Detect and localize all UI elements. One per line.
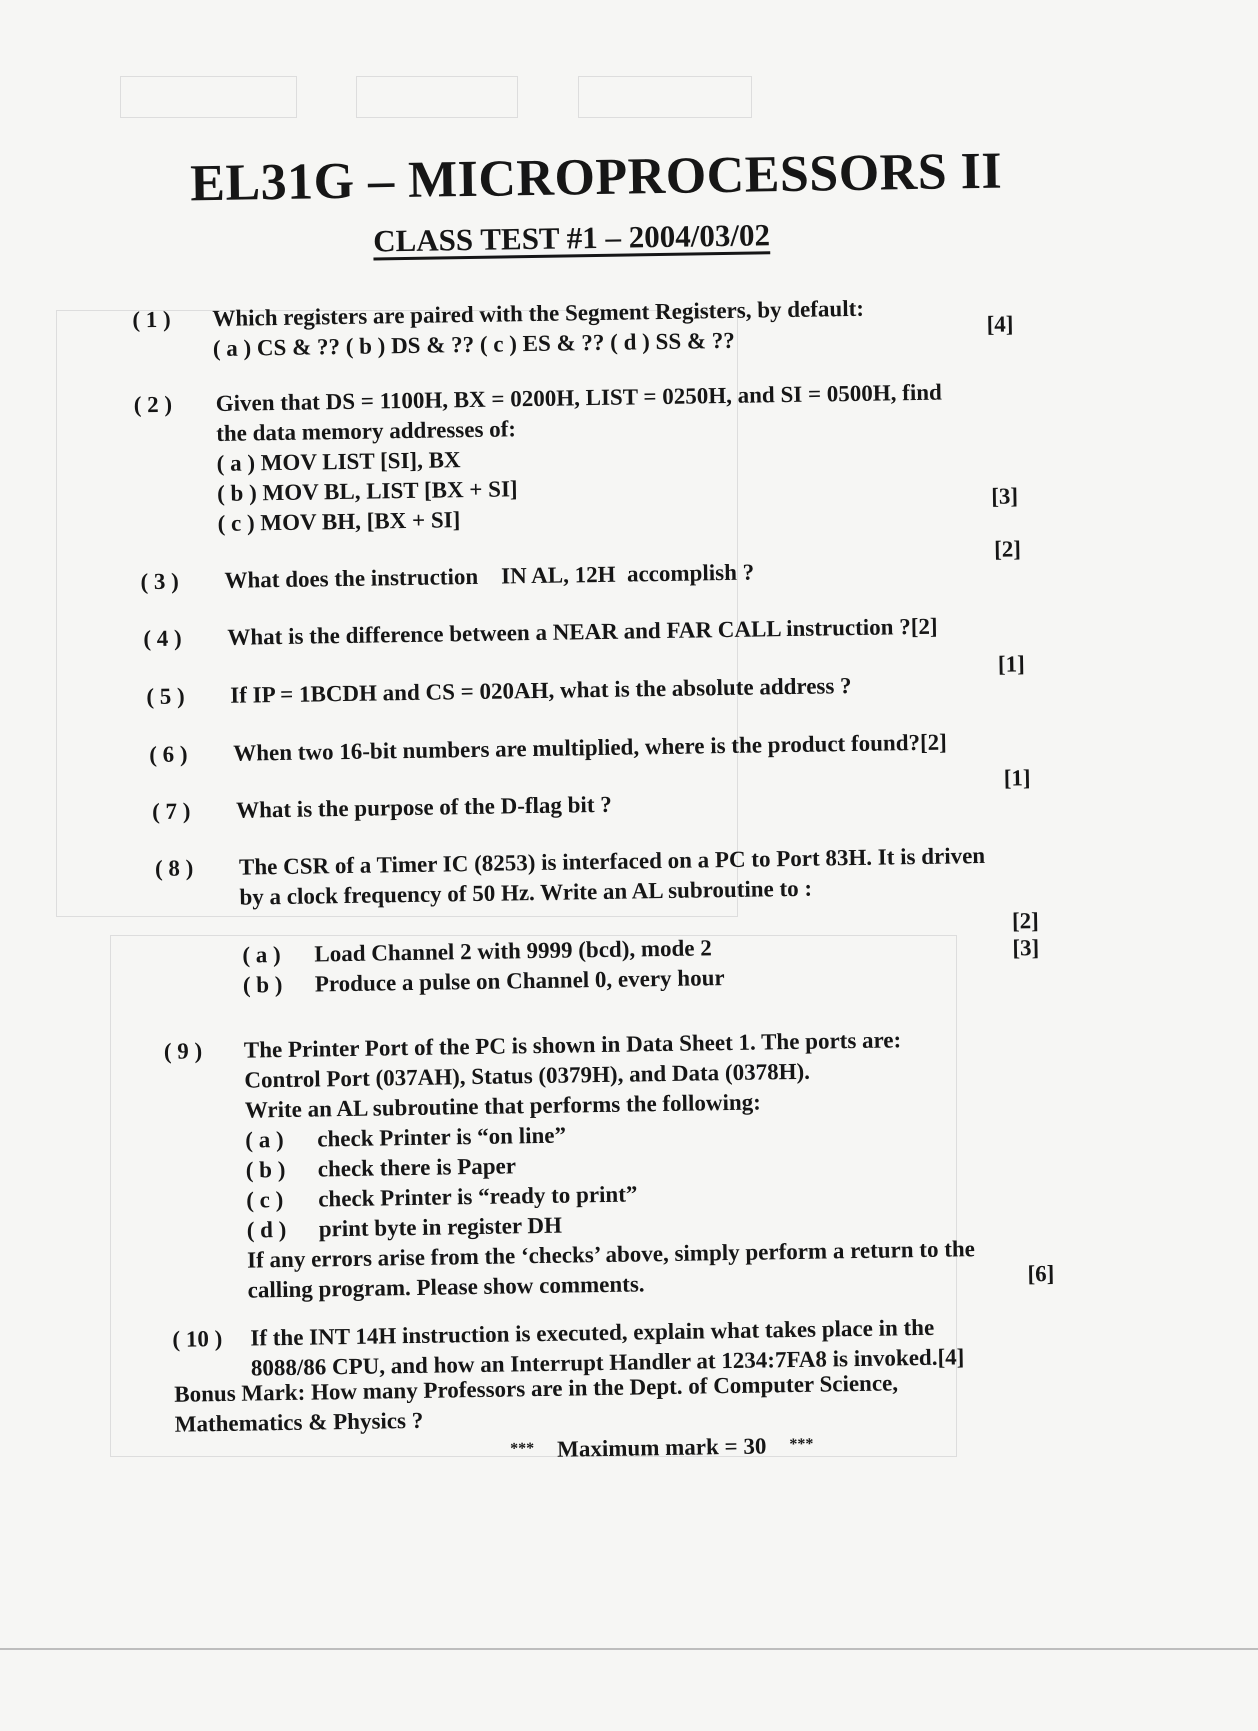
subpart: ( a ) check Printer is “on line” xyxy=(245,1122,567,1153)
question-5-mark: [1] xyxy=(997,651,1025,677)
question-9 xyxy=(163,1022,1124,1303)
question-6-mark: [2] xyxy=(919,729,948,755)
question-10 xyxy=(172,1309,1172,1381)
question-text: If IP = 1BCDH and CS = 020AH, what is the absolute address ? xyxy=(230,673,852,708)
question-8 xyxy=(154,838,1145,910)
question-1-mark: [4] xyxy=(986,311,1014,337)
question-number: ( 1 ) xyxy=(132,306,171,333)
question-number: ( 10 ) xyxy=(172,1326,223,1352)
subpart: ( d ) print byte in register DH xyxy=(246,1212,563,1243)
question-8-subparts xyxy=(242,929,963,1000)
question-number: ( 8 ) xyxy=(154,855,194,881)
question-number: ( 2 ) xyxy=(133,391,173,418)
question-text: The CSR of a Timer IC (8253) is interfaced on a PC to Port 83H. It is driven by a clock frequency of 50 Hz. Write an AL subroutine to : xyxy=(238,842,986,910)
question-8a-mark: [2] xyxy=(1011,908,1039,934)
question-3 xyxy=(140,553,1040,595)
page-title: EL31G – MICROPROCESSORS II xyxy=(189,142,1003,213)
question-number: ( 4 ) xyxy=(143,625,182,652)
page-subtitle: CLASS TEST #1 – 2004/03/02 xyxy=(372,217,771,259)
question-number: ( 6 ) xyxy=(149,741,188,768)
question-5 xyxy=(146,668,1046,710)
question-text: What is the purpose of the D-flag bit ? xyxy=(235,791,612,823)
question-text: If the INT 14H instruction is executed, explain what takes place in the 8088/86 CPU, and how an Interrupt Handler at 1234:7FA8 is invoked.[4] xyxy=(250,1314,965,1381)
question-2 xyxy=(133,375,1094,536)
maximum-mark-text: Maximum mark = 30 xyxy=(556,1433,767,1462)
subpart: ( b ) Produce a pulse on Channel 0, every hour xyxy=(242,965,725,998)
question-4-mark: [2] xyxy=(910,613,938,640)
maximum-mark xyxy=(510,1433,814,1464)
bonus-question: Bonus Mark: How many Professors are in the Dept. of Computer Science, Mathematics & Physics ? xyxy=(174,1370,899,1437)
question-7-mark: [1] xyxy=(1003,765,1031,791)
question-4 xyxy=(143,609,1103,652)
question-text: Given that DS = 1100H, BX = 0200H, LIST = 0250H, and SI = 0500H, find the data memory addresses of: ( a ) MOV LIST [SI], BX ( b ) MOV BL, LIST [BX + SI] ( c ) MOV BH, [BX + SI] xyxy=(215,379,943,536)
subpart: ( a ) Load Channel 2 with 9999 (bcd), mode 2 xyxy=(242,935,712,968)
question-7 xyxy=(151,783,1052,825)
question-9-mark: [6] xyxy=(1027,1260,1055,1287)
question-number: ( 7 ) xyxy=(151,798,191,825)
question-6 xyxy=(149,725,1109,768)
decorative-stars: *** xyxy=(789,1435,814,1454)
question-1 xyxy=(132,291,1032,362)
question-number: ( 3 ) xyxy=(140,568,180,595)
question-3-mark: [2] xyxy=(993,536,1022,562)
question-text: What is the difference between a NEAR and FAR CALL instruction ?[2] xyxy=(227,613,938,650)
subpart: ( b ) check there is Paper xyxy=(245,1153,517,1183)
decorative-stars: *** xyxy=(510,1440,535,1458)
question-10-mark: [4] xyxy=(937,1344,965,1370)
question-text: When two 16-bit numbers are multiplied, where is the product found?[2] xyxy=(233,729,948,766)
question-text: The Printer Port of the PC is shown in Data Sheet 1. The ports are: Control Port (037AH), Status (0379H), and Data (0378H). Write an AL subroutine that performs the following: ( a ) check Printer is “on line” ( b ) check there is Paper ( c ) check Printer is “ready to print” ( d ) print byte in register DH If any errors arise from the ‘checks’ above, simply perform a return to the calling program. Please show comments. xyxy=(243,1027,976,1303)
subpart: ( c ) check Printer is “ready to print” xyxy=(246,1181,638,1213)
question-number: ( 5 ) xyxy=(146,683,185,710)
question-text: What does the instruction IN AL, 12H accomplish ? xyxy=(224,559,755,593)
question-8b-mark: [3] xyxy=(1012,935,1040,961)
question-number: ( 9 ) xyxy=(163,1038,203,1064)
question-text: Which registers are paired with the Segment Registers, by default: ( a ) CS & ?? ( b ) DS & ?? ( c ) ES & ?? ( d ) SS & ?? xyxy=(212,295,865,362)
question-2-mark: [3] xyxy=(991,483,1019,509)
